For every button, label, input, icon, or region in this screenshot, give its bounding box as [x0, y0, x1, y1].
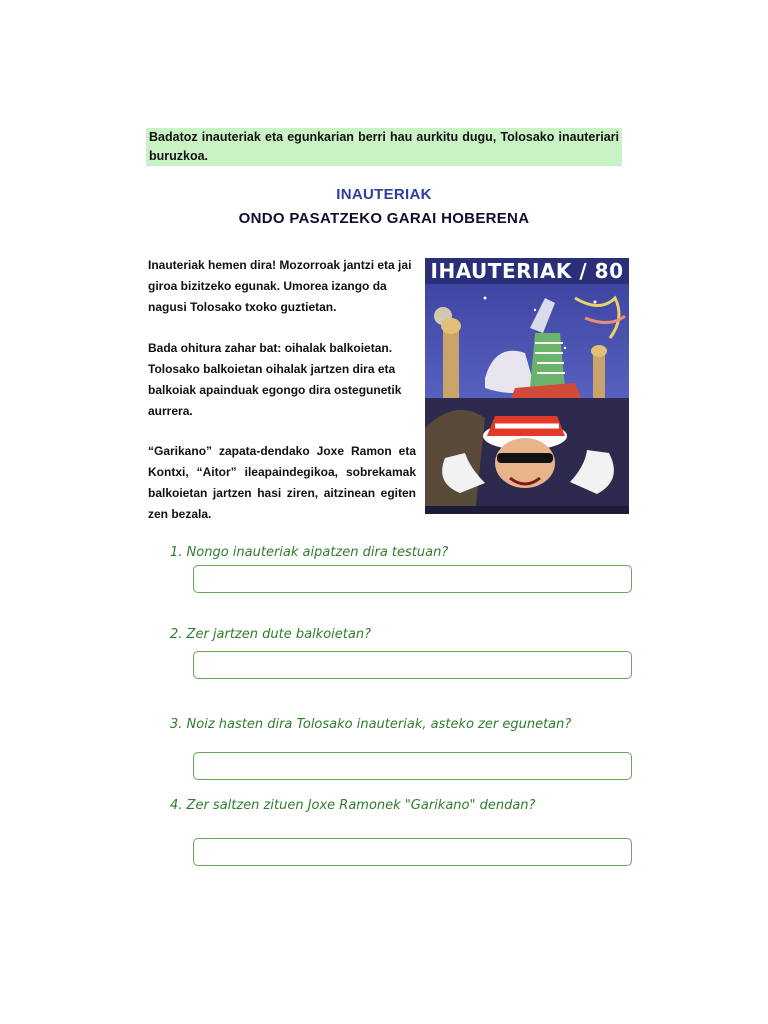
article-paragraph-3: “Garikano” zapata-dendako Joxe Ramon eta Kontxi, “Aitor” ileapaindegikoa, sobrekamak balkoietan jartzen hasi ziren, aitzinean egiten zen bezala.	[148, 444, 416, 521]
question-4: 4. Zer saltzen zituen Joxe Ramonek "Garikano" dendan?	[170, 798, 536, 813]
article-title: INAUTERIAK	[336, 186, 432, 203]
answer-input-3[interactable]	[193, 752, 632, 780]
poster-title: IHAUTERIAK / 80	[430, 259, 624, 283]
answer-input-2[interactable]	[193, 651, 632, 679]
question-1: 1. Nongo inauteriak aipatzen dira testuan?	[170, 545, 449, 560]
poster-illustration	[425, 258, 629, 514]
article-paragraph-2: Bada ohitura zahar bat: oihalak balkoietan. Tolosako balkoietan oihalak jartzen dira eta balkoiak apainduak egongo dira ostegunetik aurrera.	[148, 341, 402, 418]
question-2: 2. Zer jartzen dute balkoietan?	[170, 627, 371, 642]
intro-banner: Badatoz inauteriak eta egunkarian berri hau aurkitu dugu, Tolosako inauteriari buruzkoa.	[146, 128, 622, 166]
article-paragraph-1: Inauteriak hemen dira! Mozorroak jantzi eta jai giroa bizitzeko egunak. Umorea izango da nagusi Tolosako txoko guztietan.	[148, 258, 412, 314]
answer-input-4[interactable]	[193, 838, 632, 866]
answer-input-1[interactable]	[193, 565, 632, 593]
article-subtitle: ONDO PASATZEKO GARAI HOBERENA	[238, 210, 530, 227]
question-3: 3. Noiz hasten dira Tolosako inauteriak, asteko zer egunetan?	[170, 717, 572, 732]
carnival-poster-image	[425, 258, 629, 514]
